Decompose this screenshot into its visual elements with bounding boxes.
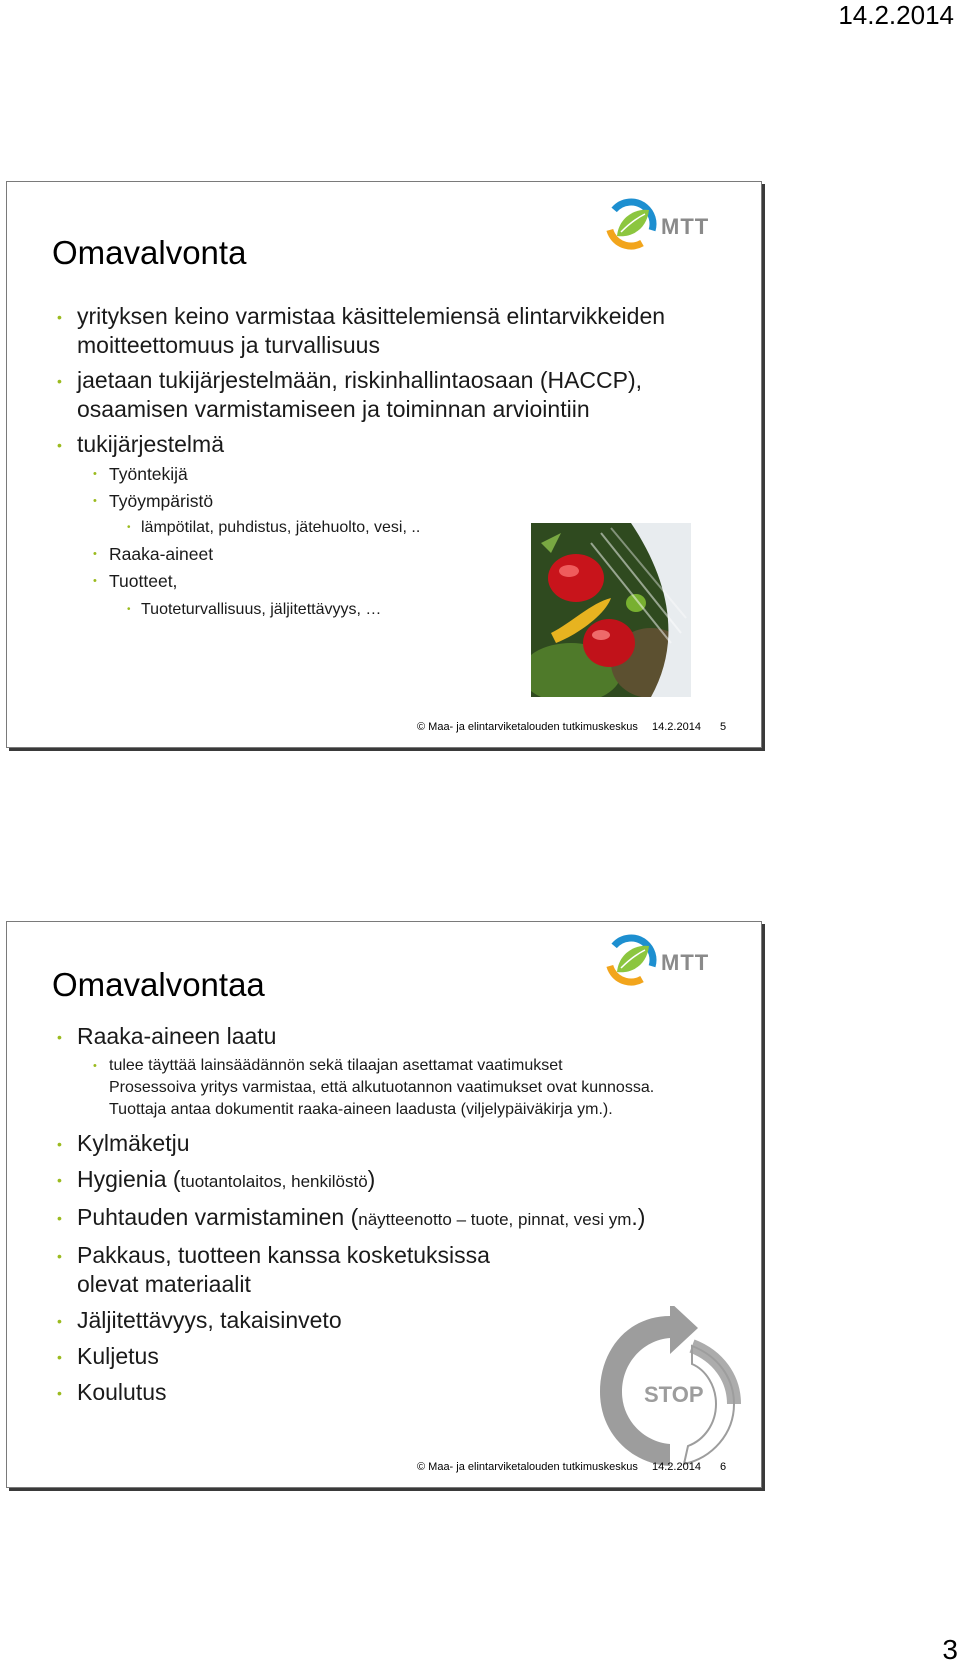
- stop-text: STOP: [644, 1382, 704, 1407]
- footer-copyright: © Maa- ja elintarviketalouden tutkimuskeskus: [417, 1461, 638, 1473]
- logo-text: MTT: [661, 214, 710, 239]
- bullet-item: • tulee täyttää lainsäädännön sekä tilaajan asettamat vaatimukset: [93, 1057, 563, 1074]
- bullet-item: • Tuoteturvallisuus, jäljitettävyys, …: [127, 601, 382, 618]
- bullet-item: • Raaka-aineet: [93, 544, 214, 564]
- bullet-item: • Puhtauden varmistaminen (näytteenotto – tuote, pinnat, vesi ym.): [57, 1204, 646, 1230]
- bullet-item: • Työntekijä: [93, 464, 188, 484]
- mtt-logo: [603, 930, 733, 992]
- bullet-item: • Koulutus: [57, 1379, 167, 1405]
- bullet-item: • Pakkaus, tuotteen kanssa kosketuksissa olevat materiaalit: [57, 1242, 490, 1297]
- bullet-item: • Hygienia (tuotantolaitos, henkilöstö): [57, 1166, 376, 1192]
- bullet-item: • Työympäristö: [93, 491, 214, 511]
- slide-title: Omavalvonta: [52, 234, 247, 271]
- bullet-paragraph: Prosessoiva yritys varmistaa, että alkutuotannon vaatimukset ovat kunnossa. Tuottaja antaa dokumentit raaka-aineen laadusta (viljelypäiväkirja ym.).: [109, 1079, 655, 1118]
- page-number: 3: [942, 1634, 958, 1665]
- bullet-item: • tukijärjestelmä: [57, 431, 224, 457]
- footer-date: 14.2.2014: [652, 1461, 701, 1473]
- footer-slide-number: 6: [720, 1461, 727, 1473]
- mtt-logo: [603, 194, 733, 256]
- footer-copyright: © Maa- ja elintarviketalouden tutkimuskeskus: [417, 721, 638, 733]
- slide-5: [6, 181, 762, 748]
- bullet-item: • Tuotteet,: [93, 571, 178, 591]
- bullet-item: • yrityksen keino varmistaa käsittelemiensä elintarvikkeiden moitteettomuus ja turvallisuus: [57, 303, 666, 358]
- vegetables-photo: [531, 523, 691, 697]
- logo-text: MTT: [661, 950, 710, 975]
- slide-footer: [7, 721, 761, 737]
- stop-cycle-graphic: [592, 1306, 748, 1476]
- slide-footer: [7, 1461, 761, 1477]
- bullet-item: • Raaka-aineen laatu: [57, 1023, 277, 1049]
- slide-title: Omavalvontaa: [52, 966, 265, 1003]
- footer-slide-number: 5: [720, 721, 727, 733]
- bullet-item: • Kylmäketju: [57, 1130, 190, 1156]
- slide-6: [6, 921, 762, 1488]
- footer-date: 14.2.2014: [652, 721, 701, 733]
- bullet-item: • Jäljitettävyys, takaisinveto: [57, 1307, 342, 1333]
- page-date: 14.2.2014: [838, 0, 954, 30]
- bullet-item: • lämpötilat, puhdistus, jätehuolto, vesi, ..: [127, 519, 421, 536]
- bullet-item: • Kuljetus: [57, 1343, 159, 1369]
- bullet-item: • jaetaan tukijärjestelmään, riskinhallintaosaan (HACCP), osaamisen varmistamiseen ja toiminnan arviointiin: [57, 367, 643, 422]
